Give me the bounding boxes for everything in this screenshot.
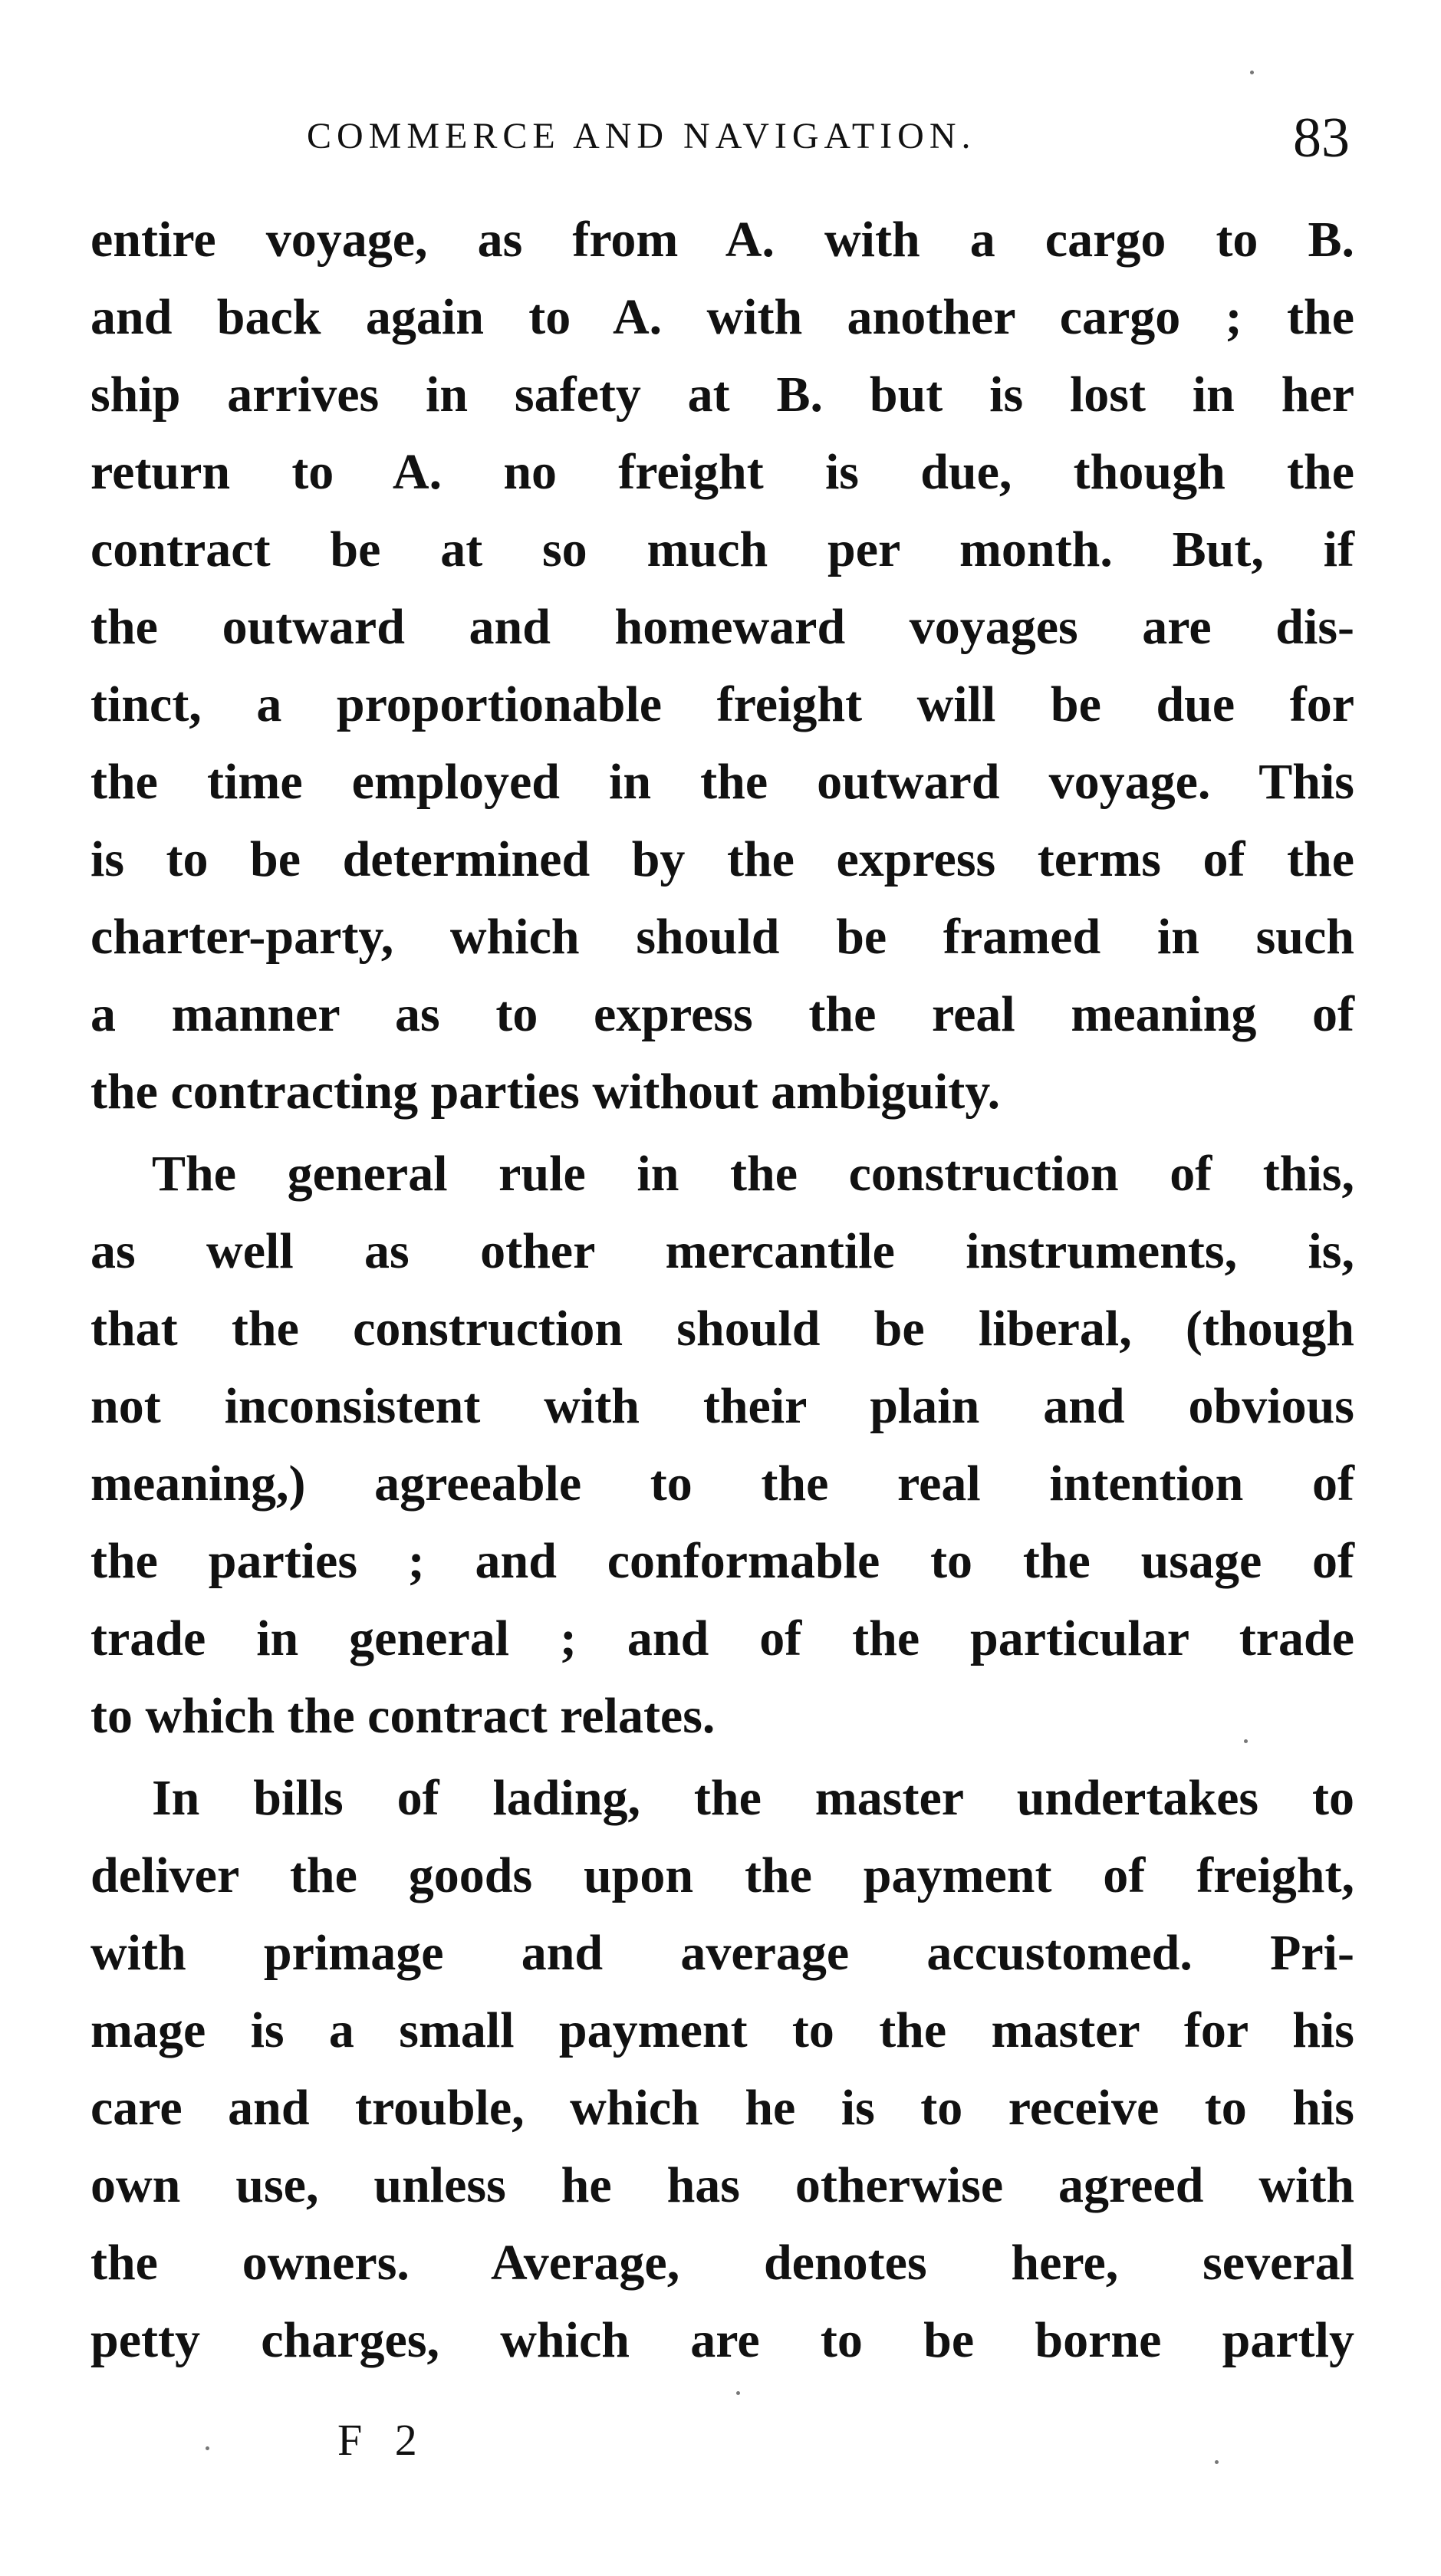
text-line: In bills of lading, the master undertakes to [152, 1770, 1354, 1826]
paper-speck [1244, 1739, 1248, 1743]
text-line: that the construction should be liberal, (though [90, 1301, 1354, 1357]
page-number: 83 [1293, 107, 1350, 169]
running-title: COMMERCE AND NAVIGATION. [307, 116, 976, 156]
text-line: the time employed in the outward voyage. This [90, 754, 1354, 810]
text-line: the contracting parties without ambiguity. [90, 1064, 1001, 1120]
paper-speck [1215, 2460, 1219, 2464]
paper-speck [736, 2391, 740, 2395]
text-line: return to A. no freight is due, though the [90, 444, 1354, 500]
text-line: meaning,) agreeable to the real intention of [90, 1456, 1354, 1512]
text-line: mage is a small payment to the master for his [90, 2002, 1354, 2058]
text-line: as well as other mercantile instruments, is, [90, 1223, 1354, 1279]
text-line: trade in general ; and of the particular trade [90, 1610, 1354, 1666]
text-line: is to be determined by the express terms of the [90, 831, 1354, 887]
text-line: deliver the goods upon the payment of freight, [90, 1847, 1354, 1903]
text-line: to which the contract relates. [90, 1688, 716, 1744]
text-line: ship arrives in safety at B. but is lost in her [90, 367, 1354, 423]
text-line: contract be at so much per month. But, if [90, 521, 1354, 577]
running-head [307, 106, 1350, 175]
text-line: the owners. Average, denotes here, several [90, 2235, 1354, 2291]
text-line: a manner as to express the real meaning of [90, 986, 1354, 1042]
text-line: with primage and average accustomed. Pri- [90, 1925, 1354, 1981]
text-line: entire voyage, as from A. with a cargo to B. [90, 212, 1354, 268]
text-line: the outward and homeward voyages are dis- [90, 599, 1354, 655]
signature-mark: F 2 [337, 2415, 428, 2465]
paper-speck [1250, 71, 1254, 74]
text-line: care and trouble, which he is to receive to his [90, 2080, 1354, 2136]
text-line: not inconsistent with their plain and obvious [90, 1378, 1354, 1434]
text-line: own use, unless he has otherwise agreed with [90, 2157, 1354, 2213]
text-line: the parties ; and conformable to the usage of [90, 1533, 1354, 1589]
text-line: The general rule in the construction of this, [152, 1146, 1354, 1202]
paper-speck [206, 2446, 209, 2450]
text-line: tinct, a proportionable freight will be due for [90, 676, 1354, 732]
text-line: petty charges, which are to be borne partly [90, 2312, 1354, 2368]
body-text [90, 201, 1354, 2379]
text-line: and back again to A. with another cargo ; the [90, 289, 1354, 345]
text-line: charter-party, which should be framed in such [90, 909, 1354, 965]
